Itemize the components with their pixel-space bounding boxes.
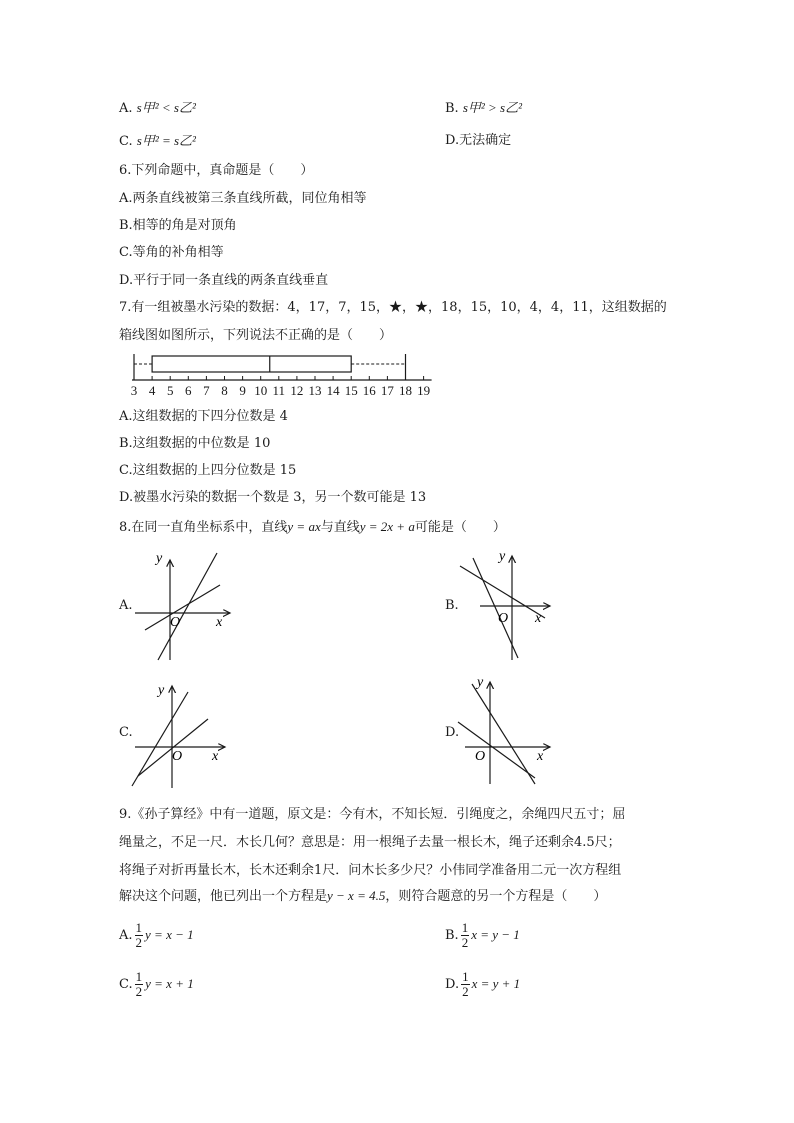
boxplot-tick-label: 14 bbox=[326, 383, 340, 398]
q9-stem-line4: 解决这个问题，他已列出一个方程是y − x = 4.5，则符合题意的另一个方程是（ ） bbox=[119, 888, 607, 904]
boxplot-tick-label: 18 bbox=[399, 383, 412, 398]
boxplot-tick-label: 11 bbox=[272, 383, 286, 398]
fraction: $\frac{1}{2}$ bbox=[135, 969, 143, 999]
q9-option-a[interactable]: A. $\frac{1}{2}$ y = x − 1 bbox=[119, 920, 194, 950]
axis-y-label: y bbox=[477, 675, 484, 690]
q7-option-c[interactable]: C.这组数据的上四分位数是 15 bbox=[119, 463, 297, 478]
q6-option-c[interactable]: C.等角的补角相等 bbox=[119, 245, 224, 260]
boxplot-tick-label: 6 bbox=[185, 383, 192, 398]
q7-stem-line2: 箱线图如图所示，下列说法不正确的是（ ） bbox=[119, 328, 393, 343]
boxplot-tick-label: 12 bbox=[290, 383, 304, 398]
q8-option-d-label[interactable]: D. bbox=[445, 725, 460, 740]
q6-option-a[interactable]: A.两条直线被第三条直线所截，同位角相等 bbox=[119, 191, 367, 206]
origin-label: O bbox=[170, 615, 181, 630]
boxplot-tick-label: 13 bbox=[308, 383, 322, 398]
q6-option-d[interactable]: D.平行于同一条直线的两条直线垂直 bbox=[119, 273, 329, 288]
q9-stem-line3: 将绳子对折再量长木，长木还剩余1尺．问木长多少尺？小伟同学准备用二元一次方程组 bbox=[119, 863, 622, 878]
q8-graph-b[interactable] bbox=[455, 548, 565, 663]
fraction: $\frac{1}{2}$ bbox=[461, 920, 469, 950]
q8-option-a-label[interactable]: A. bbox=[119, 598, 133, 613]
axis-y-label: y bbox=[499, 549, 506, 564]
q8-line1-eq: y = ax bbox=[287, 519, 321, 534]
origin-label: O bbox=[498, 611, 509, 626]
q6-option-b[interactable]: B.相等的角是对顶角 bbox=[119, 218, 237, 233]
fraction: $\frac{1}{2}$ bbox=[135, 920, 143, 950]
q5-option-d[interactable]: D.无法确定 bbox=[445, 133, 512, 148]
boxplot-tick-label: 10 bbox=[254, 383, 268, 398]
q7-stem-line1: 7.有一组被墨水污染的数据：4，17，7，15，★，★，18，15，10，4，4，11，这组数据的 bbox=[119, 300, 667, 315]
q7-option-d[interactable]: D.被墨水污染的数据一个数是 3，另一个数可能是 13 bbox=[119, 490, 427, 505]
q9-option-b[interactable]: B. $\frac{1}{2}$ x = y − 1 bbox=[445, 920, 520, 950]
boxplot-tick-label: 16 bbox=[362, 383, 376, 398]
axis-x-label: x bbox=[535, 611, 542, 626]
q8-option-b-label[interactable]: B. bbox=[445, 598, 459, 613]
boxplot-tick-label: 4 bbox=[148, 383, 156, 398]
q9-option-c[interactable]: C. $\frac{1}{2}$ y = x + 1 bbox=[119, 969, 194, 999]
q5-option-b-math: s甲² > s乙² bbox=[462, 100, 523, 115]
q9-option-d[interactable]: D. $\frac{1}{2}$ x = y + 1 bbox=[445, 969, 521, 999]
boxplot-tick-label: 19 bbox=[417, 383, 431, 398]
q7-option-b[interactable]: B.这组数据的中位数是 10 bbox=[119, 436, 271, 451]
q8-graph-d[interactable] bbox=[455, 672, 565, 787]
boxplot-axis-ticks bbox=[131, 376, 432, 398]
q5-option-a-math: s甲² < s乙² bbox=[136, 100, 196, 115]
boxplot-tick-label: 17 bbox=[380, 383, 394, 398]
q5-option-a[interactable]: A. s甲² < s乙² bbox=[119, 100, 196, 116]
boxplot-shapes bbox=[134, 354, 406, 380]
boxplot-tick-label: 5 bbox=[166, 383, 174, 398]
boxplot-tick-label: 8 bbox=[221, 383, 228, 398]
q5-option-b[interactable]: B. s甲² > s乙² bbox=[445, 100, 523, 116]
boxplot-box bbox=[152, 356, 351, 372]
q8-graph-c[interactable] bbox=[130, 676, 240, 791]
axis-y-label: y bbox=[158, 683, 165, 698]
origin-label: O bbox=[172, 749, 183, 764]
axis-x-label: x bbox=[216, 615, 223, 630]
q9-stem-line2: 绳量之，不足一尺．木长几何？意思是：用一根绳子去量一根长木，绳子还剩余4.5尺； bbox=[119, 835, 621, 850]
axis-y-label: y bbox=[156, 551, 163, 566]
q9-stem-line1: 9.《孙子算经》中有一道题，原文是：今有木，不知长短．引绳度之，余绳四尺五寸；屈 bbox=[119, 807, 626, 822]
boxplot-tick-label: 3 bbox=[130, 383, 138, 398]
q6-stem: 6.下列命题中，真命题是（ ） bbox=[119, 163, 314, 178]
boxplot-tick-label: 9 bbox=[239, 383, 246, 398]
boxplot-tick-label: 7 bbox=[203, 383, 210, 398]
axis-x-label: x bbox=[212, 749, 219, 764]
q8-line2-eq: y = 2x + a bbox=[359, 519, 415, 534]
fraction: $\frac{1}{2}$ bbox=[462, 969, 469, 999]
boxplot-tick-label: 15 bbox=[344, 383, 358, 398]
q5-option-c-math: s甲² = s乙² bbox=[136, 133, 196, 148]
q7-option-a[interactable]: A.这组数据的下四分位数是 4 bbox=[119, 409, 288, 424]
q7-boxplot bbox=[118, 352, 458, 402]
origin-label: O bbox=[475, 749, 486, 764]
q9-given-equation: y − x = 4.5 bbox=[327, 888, 386, 903]
q8-graph-a[interactable] bbox=[130, 548, 240, 663]
q5-option-c[interactable]: C. s甲² = s乙² bbox=[119, 133, 196, 149]
q8-option-c-label[interactable]: C. bbox=[119, 725, 133, 740]
axis-x-label: x bbox=[537, 749, 544, 764]
q8-stem: 8.在同一直角坐标系中，直线y = ax与直线y = 2x + a可能是（ ） bbox=[119, 519, 506, 535]
